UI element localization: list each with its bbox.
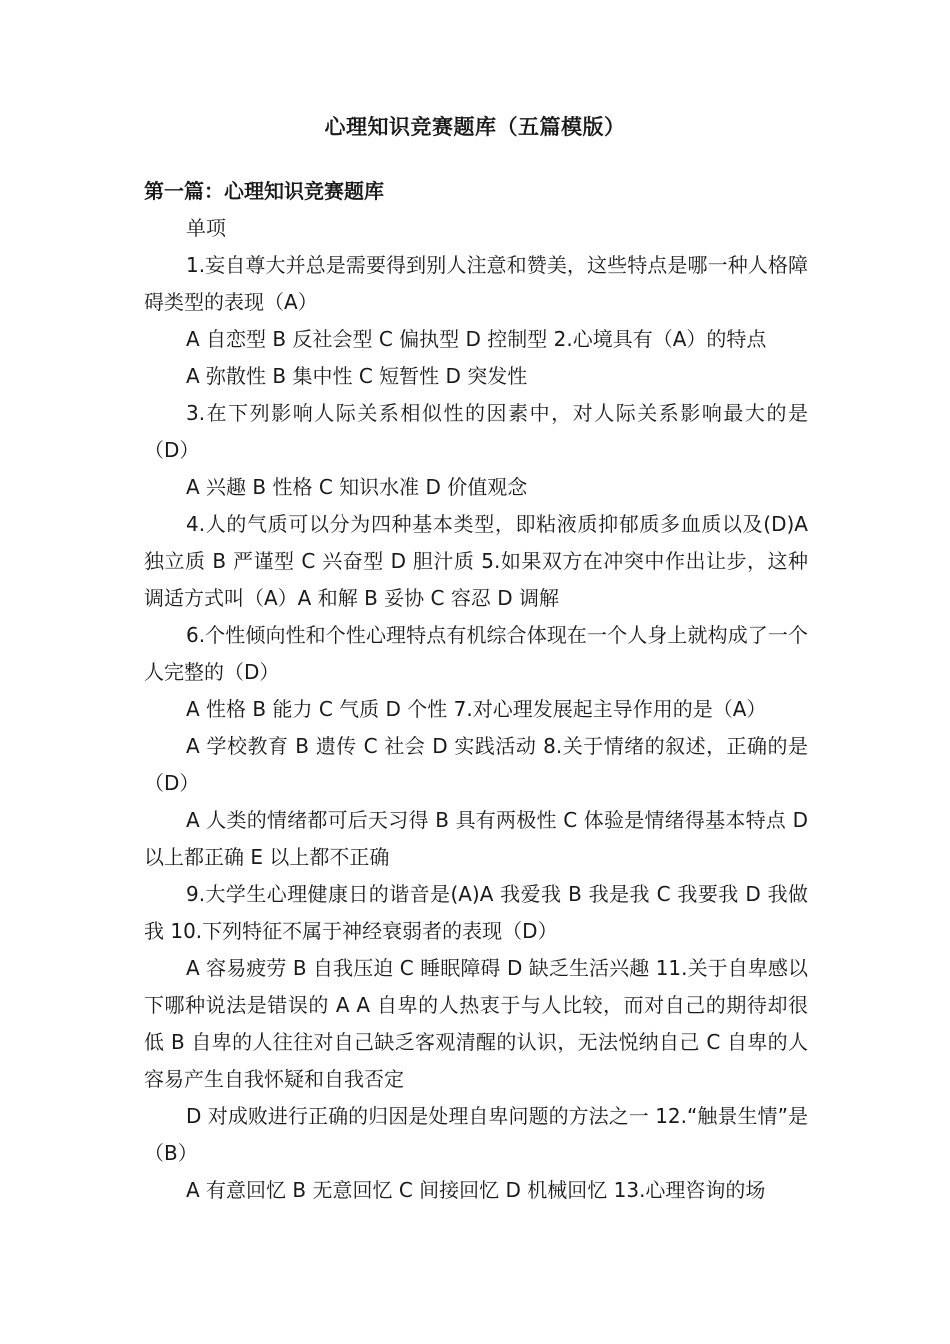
paragraph: A 人类的情绪都可后天习得 B 具有两极性 C 体验是情绪得基本特点 D 以上都正确 E 以上都不正确 — [144, 808, 808, 869]
paragraph: 4.人的气质可以分为四种基本类型，即粘液质抑郁质多血质以及(D)A 独立质 B 严谨型 C 兴奋型 D 胆汁质 5.如果双方在冲突中作出让步，这种调适方式叫（A）A 和解 B 妥协 C 容忍 D 调解 — [144, 512, 808, 610]
paragraph: 6.个性倾向性和个性心理特点有机综合体现在一个人身上就构成了一个人完整的（D） — [144, 623, 808, 684]
paragraph: D 对成败进行正确的归因是处理自卑问题的方法之一 12.“触景生情”是（B） — [144, 1104, 808, 1165]
document-body — [144, 210, 808, 1209]
paragraph: A 学校教育 B 遗传 C 社会 D 实践活动 8.关于情绪的叙述，正确的是（D） — [144, 734, 808, 795]
document-title: 心理知识竞赛题库（五篇模版） — [324, 115, 626, 139]
paragraph: 9.大学生心理健康日的谐音是(A)A 我爱我 B 我是我 C 我要我 D 我做我 10.下列特征不属于神经衰弱者的表现（D） — [144, 882, 808, 943]
paragraph: 3.在下列影响人际关系相似性的因素中，对人际关系影响最大的是（D） — [144, 401, 808, 462]
paragraph: A 兴趣 B 性格 C 知识水准 D 价值观念 — [186, 475, 528, 499]
paragraph: A 有意回忆 B 无意回忆 C 间接回忆 D 机械回忆 13.心理咨询的场 — [186, 1178, 766, 1202]
paragraph: A 自恋型 B 反社会型 C 偏执型 D 控制型 2.心境具有（A）的特点 — [186, 327, 767, 351]
section-heading: 第一篇：心理知识竞赛题库 — [144, 179, 384, 203]
paragraph: 1.妄自尊大并总是需要得到别人注意和赞美，这些特点是哪一种人格障碍类型的表现（A） — [144, 253, 808, 314]
paragraph: A 性格 B 能力 C 气质 D 个性 7.对心理发展起主导作用的是（A） — [186, 697, 767, 721]
paragraph: 单项 — [186, 216, 226, 240]
paragraph: A 弥散性 B 集中性 C 短暂性 D 突发性 — [186, 364, 528, 388]
paragraph: A 容易疲劳 B 自我压迫 C 睡眠障碍 D 缺乏生活兴趣 11.关于自卑感以下哪种说法是错误的 A A 自卑的人热衷于与人比较，而对自己的期待却很低 B 自卑的人往往对自己缺乏客观清醒的认识，无法悦纳自己 C 自卑的人容易产生自我怀疑和自我否定 — [144, 956, 808, 1091]
